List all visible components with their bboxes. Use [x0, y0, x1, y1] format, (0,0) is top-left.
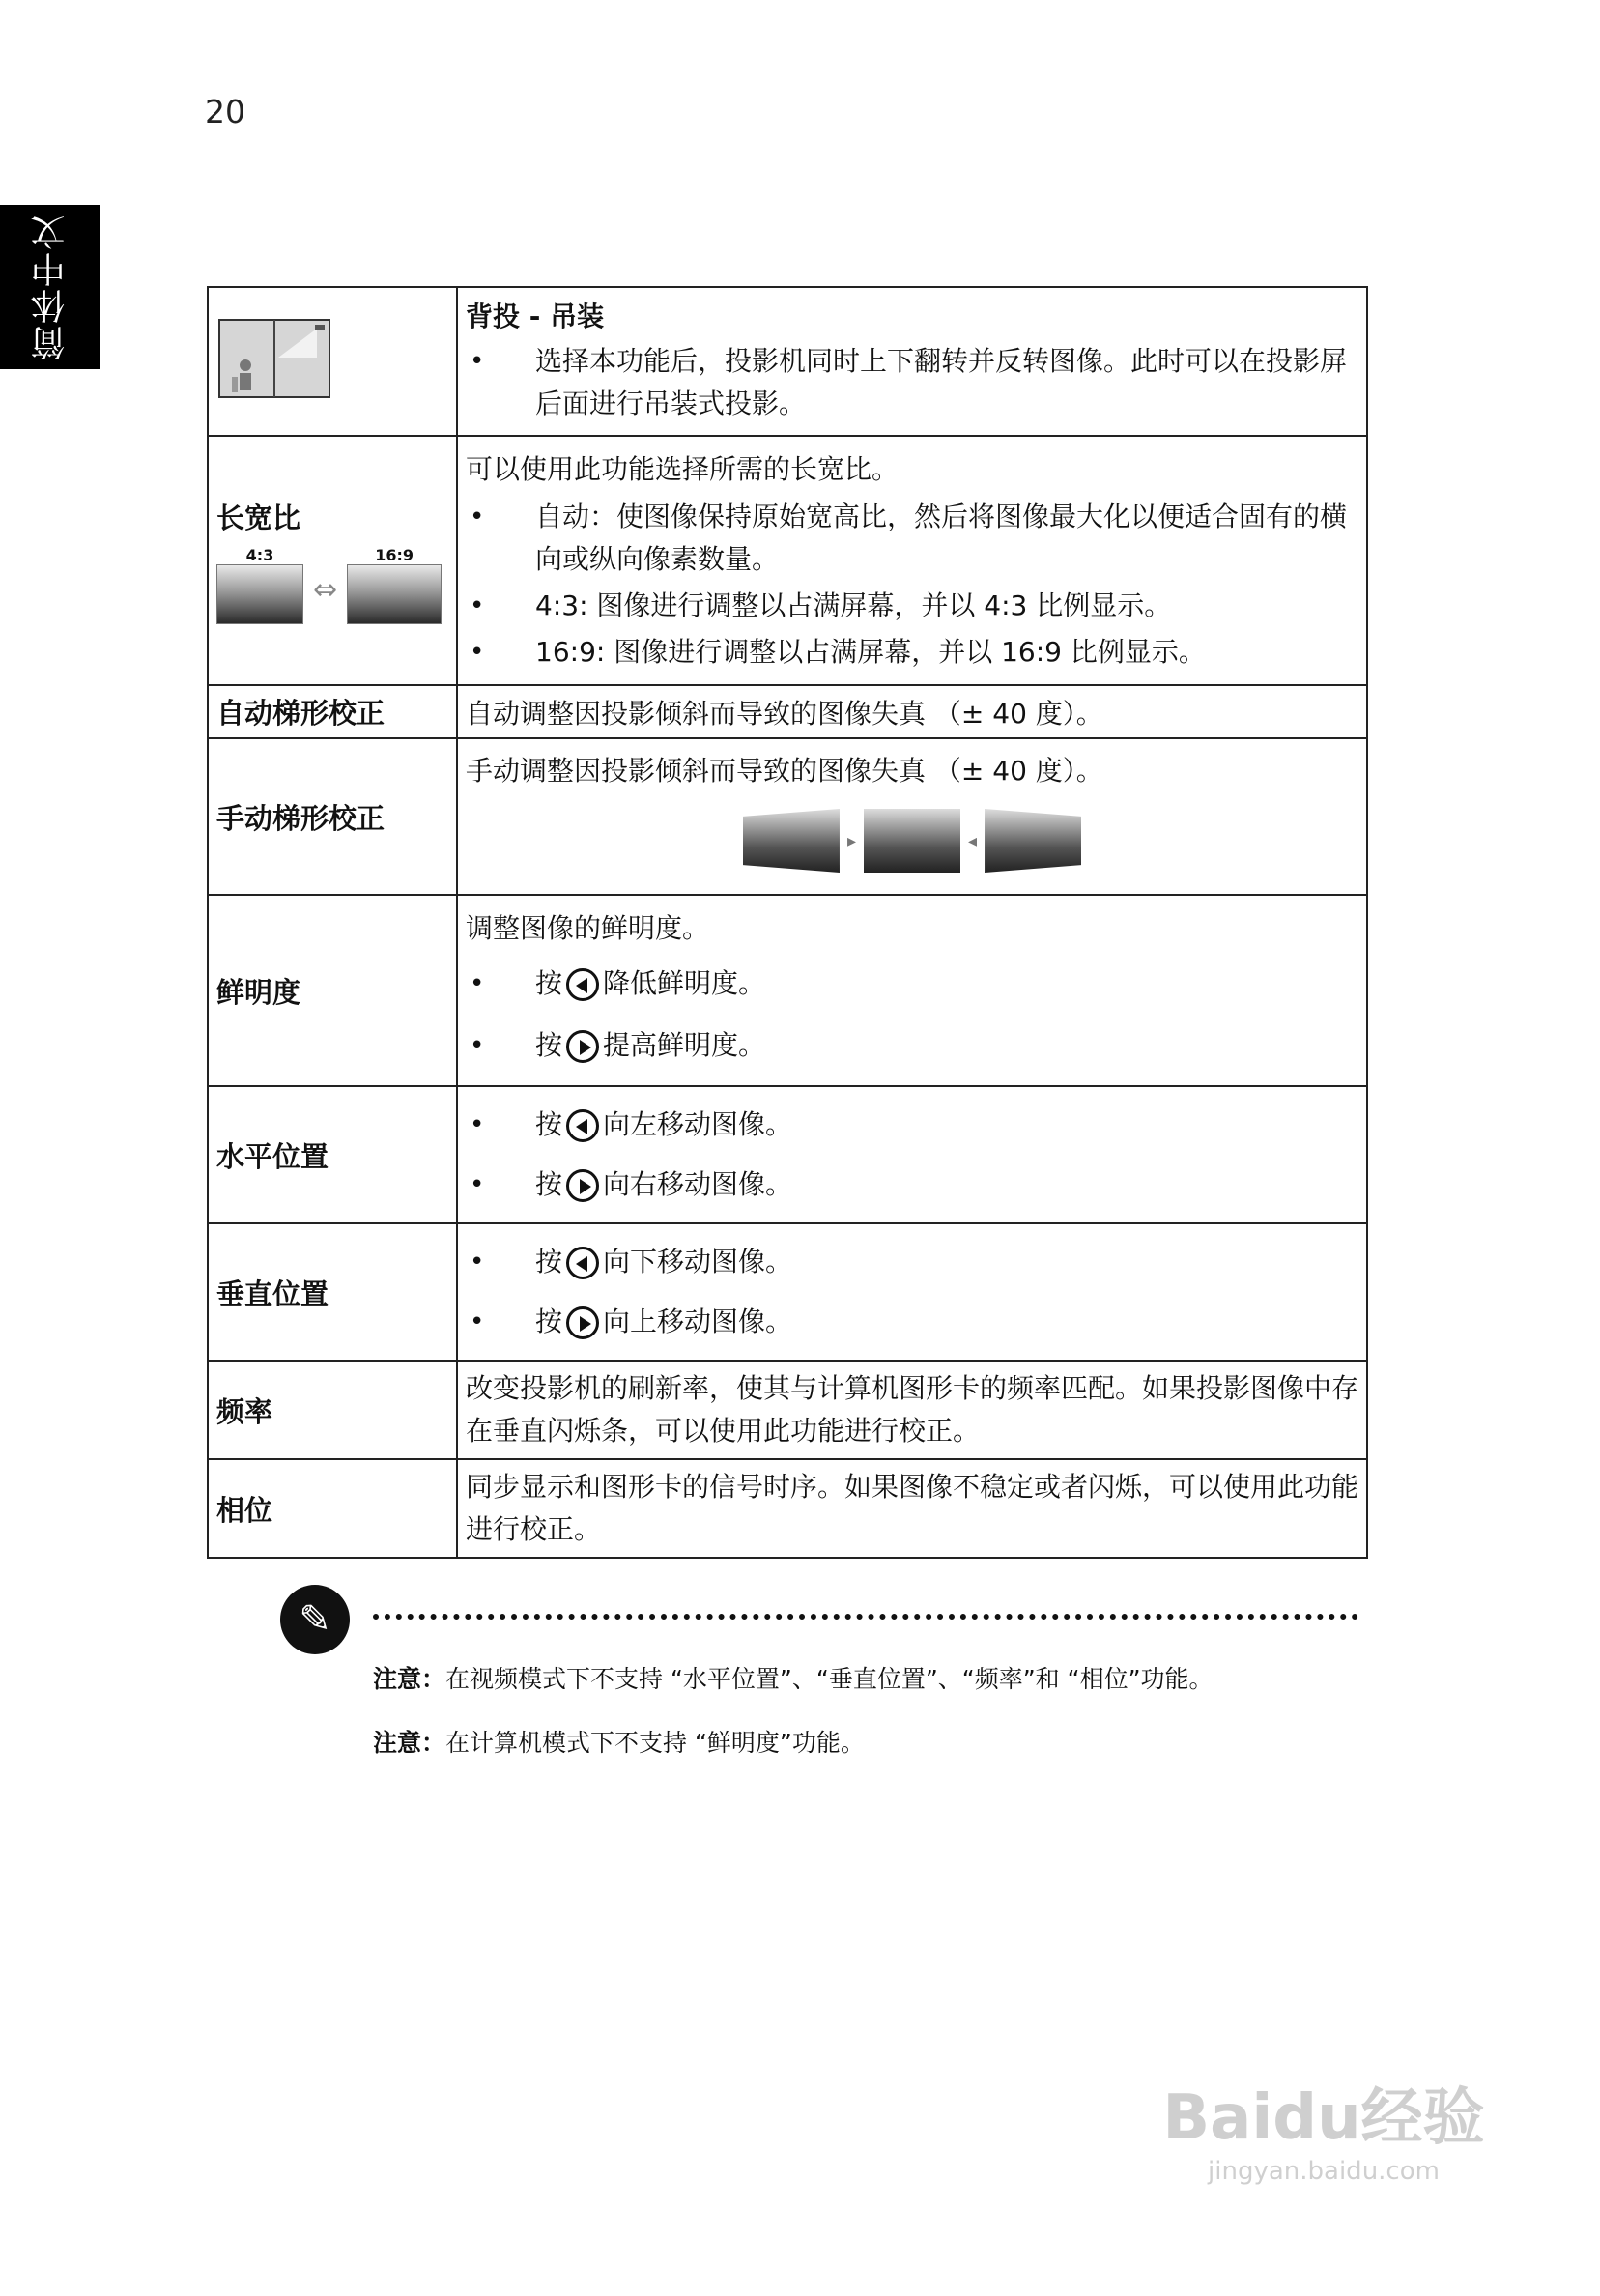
table-row-aspect-ratio [208, 436, 1367, 685]
aspect-bullets [466, 496, 1358, 674]
table-row-auto-keystone [208, 685, 1367, 738]
page-number: 20 [205, 93, 245, 130]
bullet-prefix: 按 [535, 1246, 563, 1277]
ceiling-image-cell [208, 287, 457, 436]
list-item: • 16:9: 图像进行调整以占满屏幕，并以 16:9 比例显示。 [466, 631, 1358, 674]
triangle-left-icon: ◂ [968, 830, 978, 851]
keystone-image-left [743, 809, 840, 873]
left-arrow-button-icon [566, 968, 599, 1001]
manual-keystone-cell [457, 738, 1367, 895]
phase-label: 相位 [208, 1459, 457, 1558]
language-tab-label: 简体中文 [30, 214, 71, 360]
keystone-image-center [864, 809, 960, 873]
bullet-prefix: 按 [535, 1306, 563, 1337]
watermark-url: jingyan.baidu.com [1208, 2157, 1440, 2186]
h-position-label: 水平位置 [208, 1086, 457, 1223]
keystone-illustration [466, 809, 1358, 873]
bullet-text: 向下移动图像。 [603, 1246, 793, 1277]
sharpness-bullets [466, 955, 1358, 1075]
list-item: • 选择本功能后，投影机同时上下翻转并反转图像。此时可以在投影屏后面进行吊装式投影。 [466, 340, 1358, 425]
table-row-h-position [208, 1086, 1367, 1223]
watermark-logo: Baidu经验 [1162, 2082, 1485, 2154]
language-tab [0, 205, 100, 369]
v-position-cell [457, 1223, 1367, 1361]
list-item [466, 1157, 1358, 1213]
note-pen-icon: ✎ [280, 1585, 350, 1654]
table-row-sharpness [208, 895, 1367, 1086]
list-item: • 自动：使图像保持原始宽高比，然后将图像最大化以便适合固有的横向或纵向像素数量。 [466, 496, 1358, 581]
frequency-text: 改变投影机的刷新率，使其与计算机图形卡的频率匹配。如果投影图像中存在垂直闪烁条，可以使用此功能进行校正。 [457, 1361, 1367, 1459]
left-arrow-button-icon [566, 1247, 599, 1279]
ceiling-title: 背投 - 吊装 [466, 301, 605, 332]
table-row-frequency [208, 1361, 1367, 1459]
bullet-text: 提高鲜明度。 [603, 1029, 766, 1061]
phase-text: 同步显示和图形卡的信号时序。如果图像不稳定或者闪烁，可以使用此功能进行校正。 [457, 1459, 1367, 1558]
bullet-text: 向右移动图像。 [603, 1168, 793, 1200]
table-row-ceiling [208, 287, 1367, 436]
keystone-image-right [985, 809, 1081, 873]
bullet-prefix: 按 [535, 1029, 563, 1061]
bullet-prefix: 按 [535, 1108, 563, 1140]
note-body: 在视频模式下不支持 “水平位置”、“垂直位置”、“频率”和 “相位”功能。 [445, 1665, 1214, 1693]
h-position-cell [457, 1086, 1367, 1223]
bullet-prefix: 按 [535, 967, 563, 999]
aspect-intro: 可以使用此功能选择所需的长宽比。 [466, 453, 900, 485]
baidu-watermark [1140, 2068, 1507, 2186]
settings-table [207, 286, 1368, 1559]
aspect-illustration [216, 546, 448, 624]
frequency-label: 频率 [208, 1361, 457, 1459]
left-arrow-button-icon [566, 1109, 599, 1142]
note-item [373, 1726, 1339, 1761]
ceiling-description-cell [457, 287, 1367, 436]
list-item [466, 1097, 1358, 1153]
note-divider [373, 1614, 1358, 1620]
aspect-43-thumbnail [216, 564, 303, 624]
right-arrow-button-icon [566, 1030, 599, 1063]
aspect-169-caption: 16:9 [375, 546, 414, 564]
bullet-text: 向上移动图像。 [603, 1306, 793, 1337]
sharpness-label: 鲜明度 [208, 895, 457, 1086]
bullet-text: 降低鲜明度。 [603, 967, 766, 999]
aspect-43-caption: 4:3 [245, 546, 274, 564]
table-row-v-position [208, 1223, 1367, 1361]
note-item [373, 1662, 1339, 1697]
note-prefix: 注意： [373, 1729, 446, 1757]
sharpness-cell [457, 895, 1367, 1086]
list-item: • 4:3: 图像进行调整以占满屏幕，并以 4:3 比例显示。 [466, 585, 1358, 627]
aspect-label-cell [208, 436, 457, 685]
v-position-bullets [466, 1234, 1358, 1350]
table-row-phase [208, 1459, 1367, 1558]
aspect-169-thumbnail [347, 564, 442, 624]
note-prefix: 注意： [373, 1665, 446, 1693]
double-arrow-icon: ⇔ [313, 573, 338, 607]
manual-keystone-text: 手动调整因投影倾斜而导致的图像失真 （± 40 度）。 [466, 755, 1103, 787]
triangle-right-icon: ▸ [846, 830, 856, 851]
ceiling-mount-icon [218, 319, 330, 398]
h-position-bullets [466, 1097, 1358, 1213]
aspect-label: 长宽比 [216, 502, 301, 534]
list-item [466, 955, 1358, 1013]
table-row-manual-keystone [208, 738, 1367, 895]
aspect-description-cell [457, 436, 1367, 685]
note-body: 在计算机模式下不支持 “鲜明度”功能。 [445, 1729, 865, 1757]
aspect-43-item [216, 546, 303, 624]
right-arrow-button-icon [566, 1169, 599, 1202]
ceiling-bullets [466, 340, 1358, 425]
note-text [373, 1662, 1339, 1790]
list-item [466, 1017, 1358, 1075]
list-item [466, 1294, 1358, 1350]
list-item [466, 1234, 1358, 1290]
aspect-169-item [347, 546, 442, 624]
manual-keystone-label: 手动梯形校正 [208, 738, 457, 895]
auto-keystone-text: 自动调整因投影倾斜而导致的图像失真 （± 40 度）。 [457, 685, 1367, 738]
right-arrow-button-icon [566, 1306, 599, 1339]
bullet-prefix: 按 [535, 1168, 563, 1200]
auto-keystone-label: 自动梯形校正 [208, 685, 457, 738]
v-position-label: 垂直位置 [208, 1223, 457, 1361]
bullet-text: 向左移动图像。 [603, 1108, 793, 1140]
sharpness-intro: 调整图像的鲜明度。 [466, 912, 710, 944]
